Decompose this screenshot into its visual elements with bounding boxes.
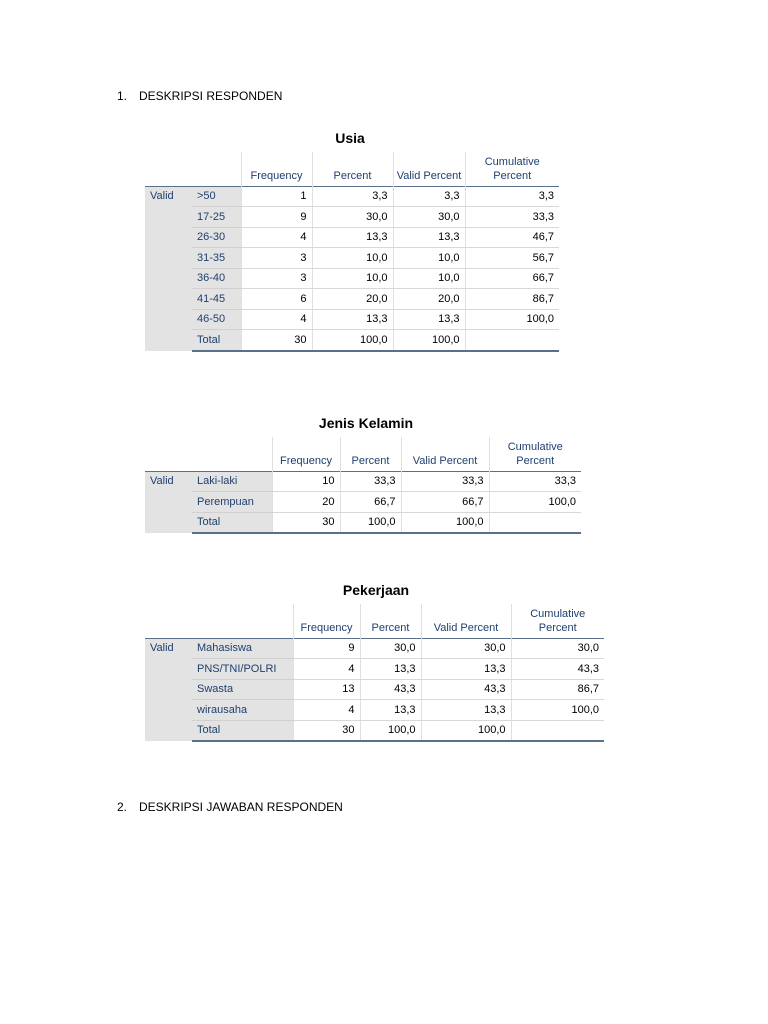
cumulative-percent-cell: 30,0 — [511, 638, 604, 659]
row-group-label: Valid — [145, 186, 192, 351]
table-row — [145, 492, 581, 513]
header-valid-percent: Valid Percent — [421, 604, 511, 638]
percent-cell: 33,3 — [340, 471, 401, 492]
table-row — [145, 186, 559, 207]
header-cumulative-percent — [511, 604, 604, 638]
header-percent: Percent — [340, 437, 401, 471]
header-cumulative-line2: Percent — [538, 621, 577, 634]
frequency-cell: 9 — [241, 207, 312, 228]
table-row — [145, 679, 604, 700]
valid-percent-cell: 13,3 — [393, 309, 465, 330]
category-cell: Swasta — [192, 679, 293, 700]
valid-percent-cell: 10,0 — [393, 268, 465, 289]
cumulative-percent-cell: 33,3 — [465, 207, 559, 228]
spss-table — [145, 437, 581, 534]
valid-percent-cell: 33,3 — [401, 471, 489, 492]
table-row — [145, 512, 581, 533]
cumulative-percent-cell: 33,3 — [489, 471, 581, 492]
table-row — [145, 309, 559, 330]
frequency-cell: 4 — [293, 700, 360, 721]
cumulative-percent-cell: 86,7 — [465, 289, 559, 310]
frequency-cell: 9 — [293, 638, 360, 659]
percent-cell: 30,0 — [360, 638, 421, 659]
header-valid-percent: Valid Percent — [401, 437, 489, 471]
header-cumulative-line2: Percent — [493, 169, 532, 182]
percent-cell: 100,0 — [340, 512, 401, 533]
category-cell: Total — [192, 720, 293, 741]
frequency-cell: 3 — [241, 268, 312, 289]
valid-percent-cell: 20,0 — [393, 289, 465, 310]
cumulative-percent-cell: 43,3 — [511, 659, 604, 680]
valid-percent-cell: 10,0 — [393, 248, 465, 269]
section-number: 1. — [117, 89, 128, 103]
frequency-cell: 1 — [241, 186, 312, 207]
category-cell: 46-50 — [192, 309, 241, 330]
valid-percent-cell: 13,3 — [393, 227, 465, 248]
cumulative-percent-cell: 86,7 — [511, 679, 604, 700]
header-frequency: Frequency — [241, 152, 312, 186]
category-cell: Total — [192, 512, 272, 533]
valid-percent-cell: 13,3 — [421, 700, 511, 721]
frequency-cell: 4 — [241, 227, 312, 248]
header-frequency: Frequency — [293, 604, 360, 638]
header-percent: Percent — [312, 152, 393, 186]
header-valid-percent: Valid Percent — [393, 152, 465, 186]
table-row — [145, 471, 581, 492]
percent-cell: 10,0 — [312, 268, 393, 289]
valid-percent-cell: 30,0 — [421, 638, 511, 659]
header-cumulative-percent — [465, 152, 559, 186]
frequency-table-pekerjaan — [145, 604, 604, 742]
category-cell: 31-35 — [192, 248, 241, 269]
section-heading-1 — [117, 89, 282, 103]
category-cell: 41-45 — [192, 289, 241, 310]
frequency-cell: 4 — [241, 309, 312, 330]
section-title: DESKRIPSI RESPONDEN — [139, 89, 283, 103]
row-group-label: Valid — [145, 638, 192, 741]
percent-cell: 13,3 — [312, 227, 393, 248]
valid-percent-cell: 13,3 — [421, 659, 511, 680]
header-cumulative-line1: Cumulative — [507, 440, 563, 453]
table-row — [145, 207, 559, 228]
cumulative-percent-cell: 100,0 — [465, 309, 559, 330]
category-cell: >50 — [192, 186, 241, 207]
frequency-cell: 13 — [293, 679, 360, 700]
frequency-cell: 30 — [241, 330, 312, 351]
valid-percent-cell: 100,0 — [401, 512, 489, 533]
frequency-cell: 4 — [293, 659, 360, 680]
section-title: DESKRIPSI JAWABAN RESPONDEN — [139, 800, 343, 814]
table-title-pekerjaan: Pekerjaan — [342, 582, 410, 598]
table-row — [145, 268, 559, 289]
percent-cell: 100,0 — [360, 720, 421, 741]
frequency-cell: 3 — [241, 248, 312, 269]
percent-cell: 66,7 — [340, 492, 401, 513]
frequency-table-usia — [145, 152, 559, 352]
frequency-cell: 30 — [272, 512, 340, 533]
category-cell: Total — [192, 330, 241, 351]
percent-cell: 20,0 — [312, 289, 393, 310]
category-cell: wirausaha — [192, 700, 293, 721]
table-title-usia: Usia — [335, 130, 365, 146]
header-cumulative-line1: Cumulative — [484, 155, 540, 168]
header-blank — [145, 437, 272, 471]
valid-percent-cell: 3,3 — [393, 186, 465, 207]
percent-cell: 100,0 — [312, 330, 393, 351]
cumulative-percent-cell: 56,7 — [465, 248, 559, 269]
table-row — [145, 720, 604, 741]
valid-percent-cell: 30,0 — [393, 207, 465, 228]
category-cell: PNS/TNI/POLRI — [192, 659, 293, 680]
valid-percent-cell: 100,0 — [393, 330, 465, 351]
cumulative-percent-cell — [465, 330, 559, 351]
header-cumulative-line2: Percent — [516, 454, 555, 467]
header-percent: Percent — [360, 604, 421, 638]
header-cumulative-line1: Cumulative — [530, 607, 586, 620]
percent-cell: 13,3 — [312, 309, 393, 330]
section-number: 2. — [117, 800, 128, 814]
cumulative-percent-cell — [489, 512, 581, 533]
spss-table — [145, 604, 604, 742]
cumulative-percent-cell: 66,7 — [465, 268, 559, 289]
valid-percent-cell: 43,3 — [421, 679, 511, 700]
frequency-cell: 10 — [272, 471, 340, 492]
percent-cell: 13,3 — [360, 700, 421, 721]
header-blank — [145, 152, 241, 186]
spss-table — [145, 152, 559, 352]
category-cell: Laki-laki — [192, 471, 272, 492]
table-row — [145, 638, 604, 659]
cumulative-percent-cell — [511, 720, 604, 741]
table-row — [145, 330, 559, 351]
valid-percent-cell: 66,7 — [401, 492, 489, 513]
cumulative-percent-cell: 100,0 — [511, 700, 604, 721]
percent-cell: 43,3 — [360, 679, 421, 700]
cumulative-percent-cell: 46,7 — [465, 227, 559, 248]
category-cell: 36-40 — [192, 268, 241, 289]
table-row — [145, 700, 604, 721]
table-title-jenis-kelamin: Jenis Kelamin — [318, 415, 414, 431]
table-row — [145, 227, 559, 248]
row-group-label: Valid — [145, 471, 192, 533]
header-frequency: Frequency — [272, 437, 340, 471]
table-row — [145, 659, 604, 680]
category-cell: Mahasiswa — [192, 638, 293, 659]
percent-cell: 3,3 — [312, 186, 393, 207]
frequency-cell: 20 — [272, 492, 340, 513]
valid-percent-cell: 100,0 — [421, 720, 511, 741]
percent-cell: 30,0 — [312, 207, 393, 228]
table-row — [145, 289, 559, 310]
percent-cell: 13,3 — [360, 659, 421, 680]
cumulative-percent-cell: 100,0 — [489, 492, 581, 513]
header-blank — [145, 604, 293, 638]
category-cell: Perempuan — [192, 492, 272, 513]
cumulative-percent-cell: 3,3 — [465, 186, 559, 207]
table-row — [145, 248, 559, 269]
frequency-table-jenis-kelamin — [145, 437, 581, 534]
header-cumulative-percent — [489, 437, 581, 471]
frequency-cell: 6 — [241, 289, 312, 310]
percent-cell: 10,0 — [312, 248, 393, 269]
frequency-cell: 30 — [293, 720, 360, 741]
category-cell: 26-30 — [192, 227, 241, 248]
category-cell: 17-25 — [192, 207, 241, 228]
section-heading-2 — [117, 800, 343, 814]
